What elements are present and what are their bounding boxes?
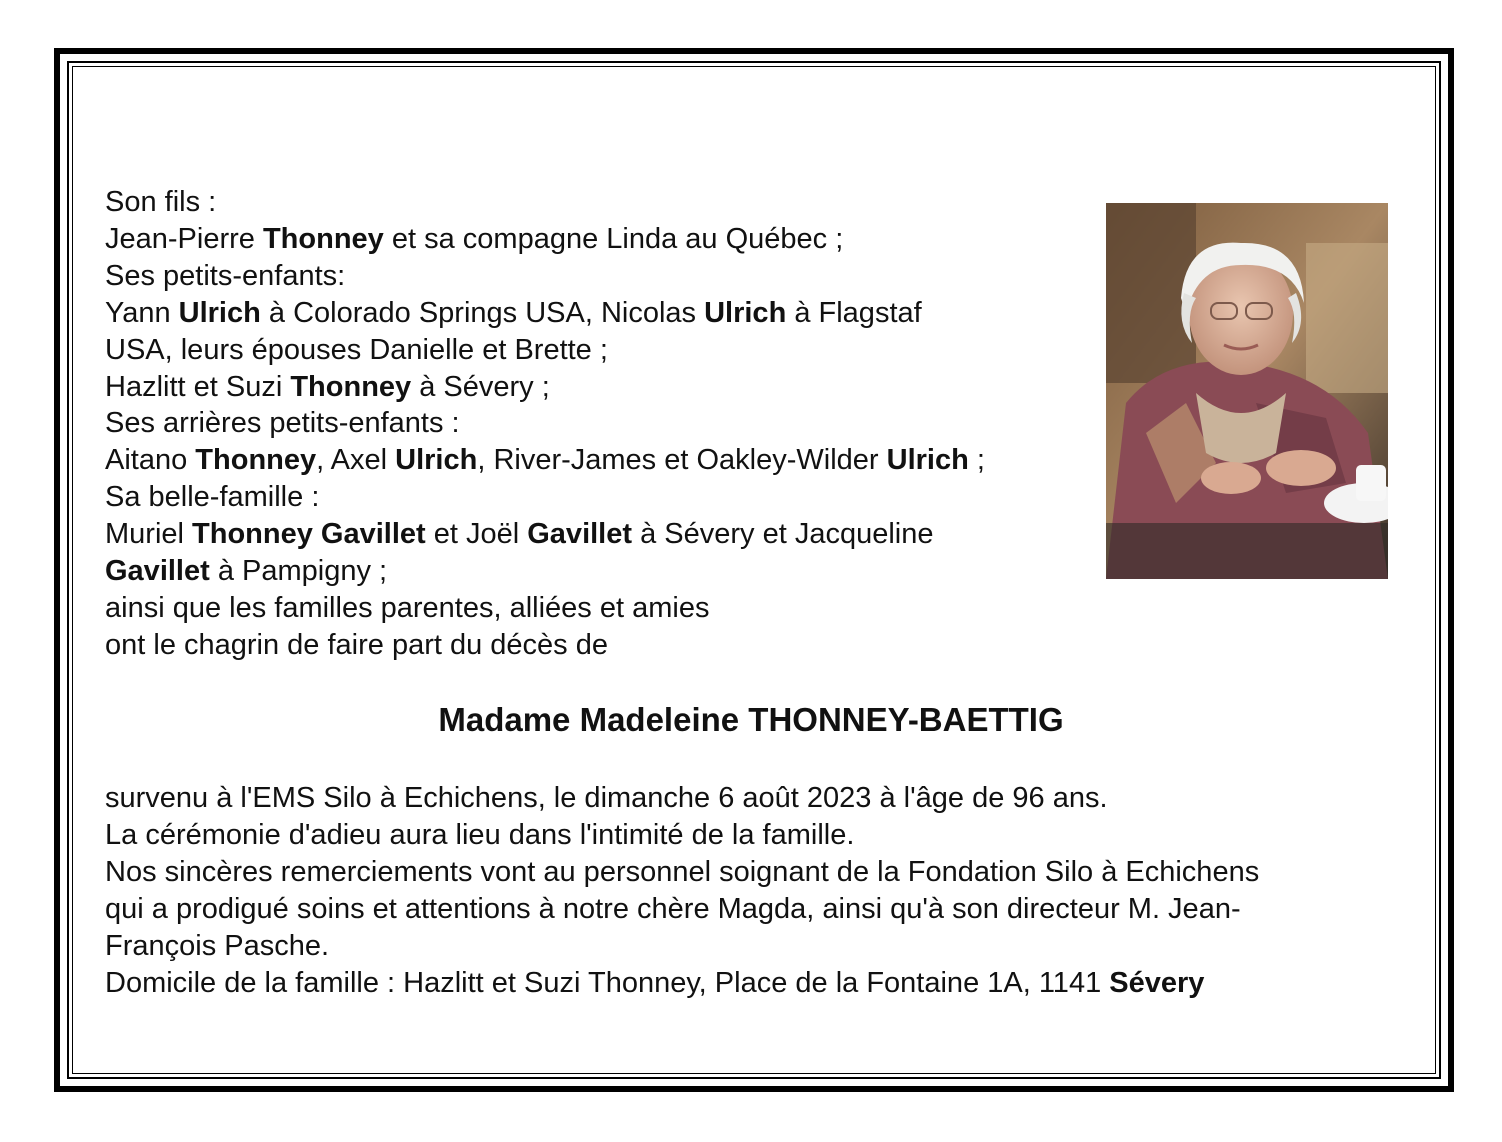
text-segment: survenu à l'EMS Silo à Echichens, le dimanche 6 août 2023 à l'âge de 96 ans. <box>105 782 1108 814</box>
family-line <box>105 258 1095 295</box>
text-segment: Aitano <box>105 444 196 477</box>
portrait-photo <box>1106 203 1388 579</box>
closing-line <box>105 780 1395 817</box>
family-line <box>105 590 1095 627</box>
name-bold: Ulrich <box>886 444 969 477</box>
family-line <box>105 332 1095 369</box>
text-segment: Jean-Pierre <box>105 222 263 255</box>
closing-line <box>105 965 1395 1002</box>
family-line <box>105 184 1095 221</box>
text-segment: La cérémonie d'adieu aura lieu dans l'intimité de la famille. <box>105 818 855 851</box>
name-bold: Sévery <box>1109 966 1205 999</box>
text-segment: qui a prodigué soins et attentions à notre chère Magda, ainsi qu'à son directeur M. Jean- <box>105 892 1241 925</box>
text-segment: Muriel <box>105 518 193 551</box>
text-segment: ; <box>968 444 985 477</box>
text-segment: et sa compagne Linda au Québec ; <box>383 222 844 255</box>
text-segment: Domicile de la famille : Hazlitt et Suzi Thonney, Place de la Fontaine 1A, 1141 <box>105 966 1110 999</box>
family-announcement <box>105 184 1095 664</box>
text-segment: à Sévery ; <box>411 370 550 403</box>
closing-text <box>105 780 1395 1001</box>
text-segment: , Axel <box>316 444 396 477</box>
family-line <box>105 405 1095 442</box>
name-bold: Ulrich <box>704 296 787 329</box>
name-bold: Thonney <box>262 222 384 255</box>
text-segment: Son fils : <box>105 186 217 218</box>
closing-line <box>105 928 1395 965</box>
text-segment: Ses arrières petits-enfants : <box>105 407 460 440</box>
text-segment: , River-James et Oakley-Wilder <box>477 444 887 477</box>
text-segment: ont le chagrin de faire part du décès de <box>105 628 608 661</box>
family-line <box>105 442 1095 479</box>
text-segment: Ses petits-enfants: <box>105 259 346 292</box>
closing-line <box>105 817 1395 854</box>
family-line <box>105 295 1095 332</box>
name-bold: Ulrich <box>395 444 478 477</box>
name-bold: Gavillet <box>105 555 210 588</box>
family-line <box>105 627 1095 664</box>
text-segment: ainsi que les familles parentes, alliées et amies <box>105 591 710 624</box>
family-line <box>105 221 1095 258</box>
text-segment: à Colorado Springs USA, Nicolas <box>260 296 705 329</box>
text-segment: Hazlitt et Suzi <box>105 370 291 403</box>
closing-line <box>105 891 1395 928</box>
text-segment: Nos sincères remerciements vont au personnel soignant de la Fondation Silo à Echichens <box>105 855 1260 888</box>
name-bold: Thonney <box>290 370 412 403</box>
text-segment: à Flagstaf <box>786 296 922 329</box>
text-segment: à Pampigny ; <box>209 555 388 588</box>
text-segment: et Joël <box>425 518 528 551</box>
deceased-name: Madame Madeleine THONNEY-BAETTIG <box>438 701 1064 738</box>
text-segment: Sa belle-famille : <box>105 481 320 514</box>
name-bold: Thonney Gavillet <box>192 518 426 551</box>
family-line <box>105 479 1095 516</box>
name-bold: Ulrich <box>178 296 261 329</box>
text-segment: François Pasche. <box>105 929 330 962</box>
family-line <box>105 516 1095 553</box>
text-segment: à Sévery et Jacqueline <box>632 518 934 551</box>
name-bold: Gavillet <box>527 518 633 551</box>
text-segment: Yann <box>105 296 179 329</box>
family-line <box>105 553 1095 590</box>
name-bold: Thonney <box>195 444 317 477</box>
family-line <box>105 369 1095 406</box>
closing-line <box>105 854 1395 891</box>
text-segment: USA, leurs épouses Danielle et Brette ; <box>105 333 608 366</box>
